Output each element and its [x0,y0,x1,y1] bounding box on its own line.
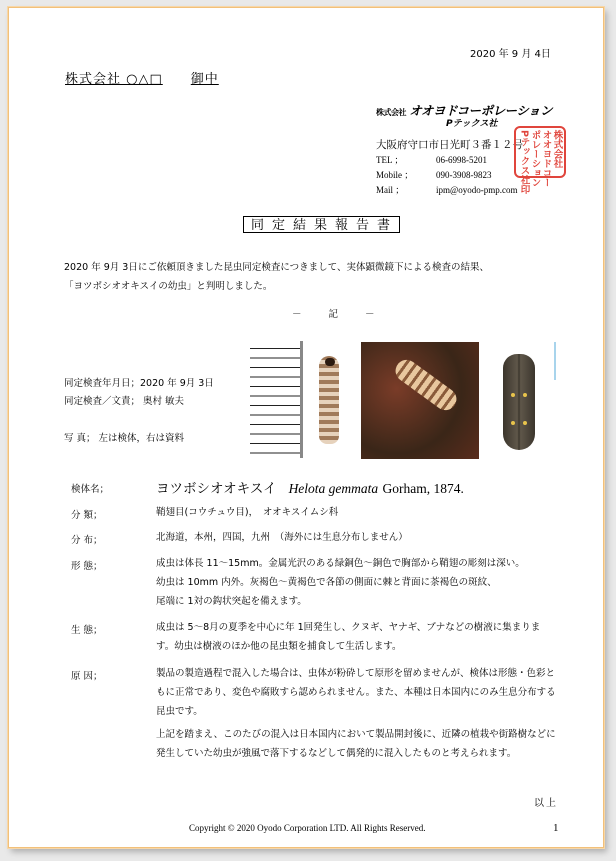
closing-mark: 以上 [534,798,558,809]
stamp-column: オオヨドコー [540,130,552,187]
inspector: 同定検査／文責； 奥村 敏夫 [64,396,185,407]
company-seal-stamp [514,126,566,194]
morphology-line: 尾端に 1対の鈎状突起を備えます。 [156,596,307,607]
ki-heading: － 記 － [292,309,387,320]
beetle-spot [511,421,515,425]
addressee [63,68,221,87]
contact-value: ipm@oyodo-pmp.com [436,185,518,195]
contact-mail [376,183,518,196]
copyright-footer: Copyright © 2020 Oyodo Corporation LTD. All Rights Reserved. [189,823,426,833]
row-label-ecology: 生 態； [71,625,103,636]
scale-bar [554,342,556,380]
addressee-honorific: 御中 [190,72,219,87]
contact-label: TEL ； [376,155,404,165]
reference-larva-photo [361,342,479,459]
intro-paragraph [64,258,489,296]
reference-adult-beetle-image [503,354,535,450]
specimen-name [156,477,464,497]
stamp-column: 株式会社 [551,130,563,168]
stamp-column: ポレーション [529,130,541,187]
page-number: 1 [553,822,559,834]
document-title: 同定結果報告書 [243,216,400,233]
sender-company-name: オオヨドコーポレーション [409,103,552,118]
row-label-distribution: 分 布； [71,535,103,546]
sender-division: Pテックス社 [446,119,498,129]
document-date: 2020 年 9 月 4日 [470,49,551,60]
contact-mobile [376,168,492,181]
photo-caption: 写 真； 左は検体，右は資料 [64,433,185,444]
row-content-cause: 製品の製造過程で混入した場合は、虫体が粉砕して原形を留めませんが、検体は形態・色彩ともに正常であり、変色や腐敗すら認められません。また、本種は日本国内にのみ生息分布する昆虫です。 [156,668,556,717]
row-label-cause: 原 因； [71,671,103,682]
sender-company-prefix: 株式会社 [376,108,406,117]
row-content-morphology [156,554,596,611]
contact-label: Mobile ； [376,170,414,180]
sender-address: 大阪府守口市日光町３番１２号 [376,139,523,151]
specimen-name-ja: ヨツボシオオキスイ [156,481,277,497]
specimen-authority: Gorham, 1874. [382,481,464,496]
specimen-name-scientific: Helota gemmata [288,481,379,496]
specimen-larva-image [319,356,339,444]
addressee-company: 株式会社 ○△□ [65,72,163,87]
contact-value: 06-6998-5201 [436,155,487,165]
specimen-label: 検体名； [71,484,110,495]
stamp-column: Pテックス社印 [518,130,530,194]
contact-label: Mail ； [376,185,405,195]
beetle-spot [523,393,527,397]
row-content-classification: 鞘翅目(コウチュウ目)， オオキスイムシ科 [156,507,339,518]
morphology-line: 幼虫は 10mm 内外。灰褐色～黄褐色で各節の側面に棘と背面に茶褐色の斑紋、 [156,577,497,588]
row-content-distribution: 北海道，本州，四国，九州 （海外には生息分布しません） [156,532,408,543]
ruler-image [250,341,303,458]
contact-tel [376,153,487,166]
contact-value: 090-3908-9823 [436,170,492,180]
row-content-ecology: 成虫は 5～8月の夏季を中心に年 1回発生し、クヌギ、ヤナギ、ブナなどの樹液に集まります。幼虫は樹液のほか他の昆虫類を捕食して生活します。 [156,622,541,652]
morphology-line: 成虫は体長 11～15mm。金属光沢のある緑銅色～銅色で胸部から鞘翅の彫刻は深い。 [156,558,525,569]
larva-head [325,358,335,366]
inspection-date: 同定検査年月日；2020 年 9月 3日 [64,378,214,389]
beetle-spot [523,421,527,425]
row-label-morphology: 形 態； [71,561,103,572]
conclusion-paragraph: 上記を踏まえ、このたびの混入は日本国内において製品開封後に、近隣の植栽や街路樹などに発生していた幼虫が強風で落下するなどして偶発的に混入したものと考えられます。 [156,729,556,759]
intro-line: 「ヨツボシオオキスイの幼虫」と判明しました。 [64,281,273,292]
row-label-classification: 分 類； [71,510,103,521]
beetle-spot [511,393,515,397]
intro-line: 2020 年 9月 3日にご依頼頂きました昆虫同定検査につきまして、実体顕微鏡下による検査の結果、 [64,262,489,273]
document-page [8,7,604,848]
